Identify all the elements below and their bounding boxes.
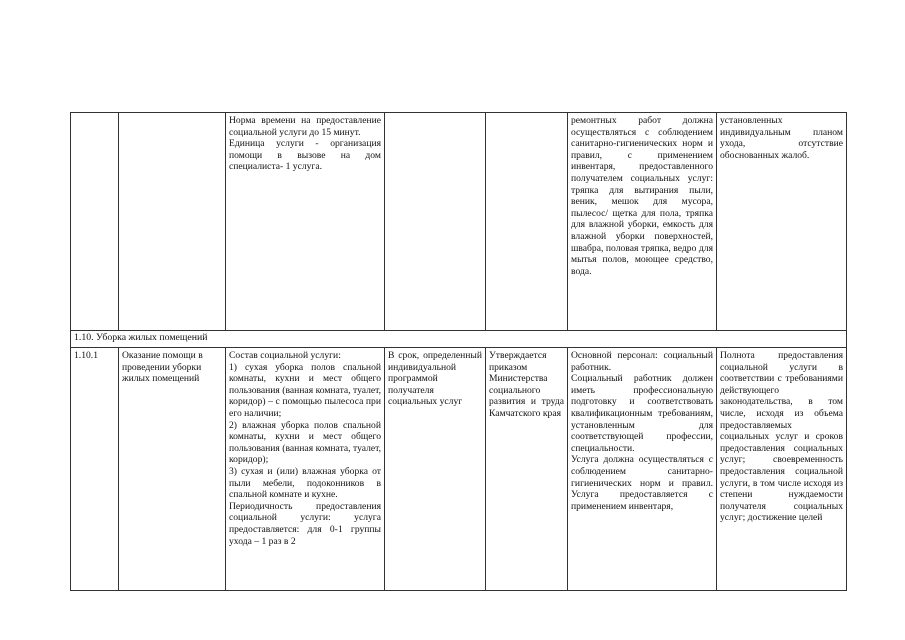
service-number: 1.10.1 bbox=[71, 348, 119, 591]
continued-term-cell bbox=[385, 113, 486, 331]
service-approval: Утверждается приказом Министерства социального развития и труда Камчатского края bbox=[486, 348, 568, 591]
services-table bbox=[70, 112, 847, 591]
service-term: В срок, определенный индивидуальной программой получателя социальных услуг bbox=[385, 348, 486, 591]
continued-approval-cell bbox=[486, 113, 568, 331]
service-quality-cell bbox=[717, 348, 847, 591]
section-row bbox=[71, 331, 847, 348]
continued-conditions-cell: ремонтных работ должна осуществляться с соблюдением санитарно-гигиенических норм и правил, с применением инвентаря, предоставленного получателем социальных услуг: тряпка для вытирания пыли, веник, мешок для мусора, пылесос/ щетка для пола, тряпка для влажной уборки, емкость для влажной уборки поверхностей, швабра, половая тряпка, ведро для мытья полов, моющее средство, вода. bbox=[568, 113, 717, 331]
service-composition: Состав социальной услуги: 1) сухая уборка полов спальной комнаты, кухни и мест общего пользования (ванная комната, туалет, коридор) – с помощью пылесоса при его наличии; 2) влажная уборка полов спальной комнаты, кухни и мест общего пользования (ванная комната, туалет, коридор); 3) сухая и (или) влажная уборка от пыли мебели, подоконников в спальной комнате и кухне. Периодичность предоставления социальной услуги: услуга предоставляется: для 0-1 группы ухода – 1 раз в 2 bbox=[229, 350, 381, 547]
service-name: Оказание помощи в проведении уборки жилых помещений bbox=[119, 348, 226, 591]
continued-row bbox=[71, 113, 847, 331]
service-conditions: Основной персонал: социальный работник. Социальный работник должен иметь профессиональную подготовку и соответствовать квалификационным требованиям, установленным для соответствующей профессии, специальности. Услуга должна осуществляться с соблюдением санитарно-гигиенических норм и правил. Услуга предоставляется с применением инвентаря, bbox=[571, 350, 713, 512]
service-row bbox=[71, 348, 847, 591]
service-conditions-cell bbox=[568, 348, 717, 591]
continued-name-cell bbox=[119, 113, 226, 331]
section-title: 1.10. Уборка жилых помещений bbox=[71, 331, 847, 348]
service-quality: Полнота предоставления социальной услуги в соответствии с требованиями действующего законодательства, в том числе, исходя из объема предоставляемых социальных услуг и сроков предоставления социальных услуг; своевременность предоставления социальной услуги, в том числе исходя из степени нуждаемости получателя социальных услуг; достижение целей bbox=[720, 350, 843, 524]
continued-quality-cell: установленных индивидуальным планом ухода, отсутствие обоснованных жалоб. bbox=[717, 113, 847, 331]
service-composition-cell bbox=[226, 348, 385, 591]
continued-number-cell bbox=[71, 113, 119, 331]
continued-time-norm-cell: Норма времени на предоставление социальной услуги до 15 минут. Единица услуги - организация помощи в вызове на дом специалиста- 1 услуга. bbox=[226, 113, 385, 331]
